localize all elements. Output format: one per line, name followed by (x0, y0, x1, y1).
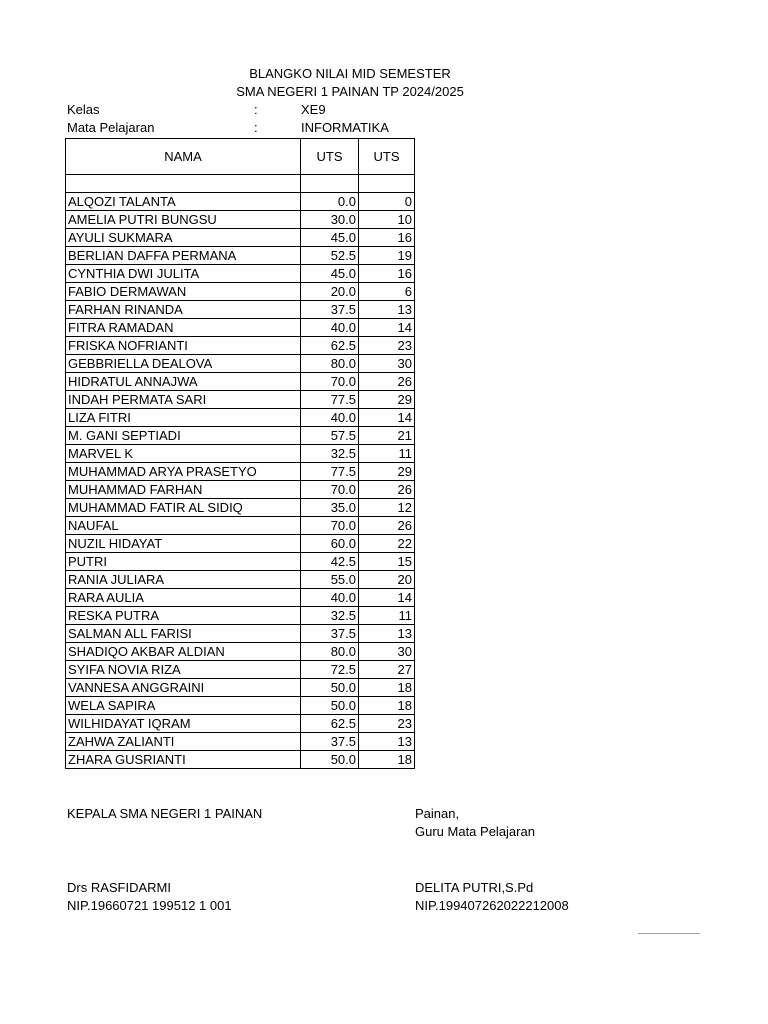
uts-score-cell: 50.0 (301, 751, 359, 769)
uts-converted-cell: 16 (359, 229, 415, 247)
table-row (66, 571, 415, 589)
student-name-cell: GEBBRIELLA DEALOVA (66, 355, 301, 373)
teacher-title: Guru Mata Pelajaran (415, 824, 535, 839)
uts-converted-cell: 6 (359, 283, 415, 301)
column-header-nama: NAMA (66, 139, 301, 175)
uts-score-cell: 37.5 (301, 733, 359, 751)
column-header-uts-converted: UTS (359, 139, 415, 175)
student-name-cell: INDAH PERMATA SARI (66, 391, 301, 409)
uts-score-cell: 45.0 (301, 229, 359, 247)
uts-score-cell: 30.0 (301, 211, 359, 229)
hyperlink-underline[interactable] (638, 933, 700, 934)
kelas-value: XE9 (301, 102, 326, 117)
student-name-cell: RESKA PUTRA (66, 607, 301, 625)
uts-converted-cell: 30 (359, 643, 415, 661)
student-name-cell: VANNESA ANGGRAINI (66, 679, 301, 697)
principal-nip: NIP.19660721 199512 1 001 (67, 898, 232, 913)
student-name-cell: M. GANI SEPTIADI (66, 427, 301, 445)
uts-score-cell: 77.5 (301, 391, 359, 409)
uts-score-cell: 42.5 (301, 553, 359, 571)
uts-converted-cell: 19 (359, 247, 415, 265)
student-name-cell: SHADIQO AKBAR ALDIAN (66, 643, 301, 661)
place-date: Painan, (415, 806, 460, 821)
uts-converted-cell: 11 (359, 607, 415, 625)
uts-score-cell: 62.5 (301, 337, 359, 355)
uts-score-cell: 20.0 (301, 283, 359, 301)
student-name-cell: CYNTHIA DWI JULITA (66, 265, 301, 283)
uts-score-cell: 40.0 (301, 319, 359, 337)
uts-score-cell: 45.0 (301, 265, 359, 283)
table-row (66, 607, 415, 625)
student-name-cell: HIDRATUL ANNAJWA (66, 373, 301, 391)
student-name-cell: NUZIL HIDAYAT (66, 535, 301, 553)
student-name-cell: NAUFAL (66, 517, 301, 535)
uts-score-cell: 40.0 (301, 589, 359, 607)
uts-converted-cell: 18 (359, 679, 415, 697)
table-row (66, 679, 415, 697)
student-name-cell: FABIO DERMAWAN (66, 283, 301, 301)
uts-score-cell: 37.5 (301, 625, 359, 643)
principal-name: Drs RASFIDARMI (67, 880, 171, 895)
uts-score-cell: 50.0 (301, 679, 359, 697)
uts-score-cell: 37.5 (301, 301, 359, 319)
uts-converted-cell: 12 (359, 499, 415, 517)
student-name-cell: SALMAN ALL FARISI (66, 625, 301, 643)
student-name-cell: AYULI SUKMARA (66, 229, 301, 247)
uts-converted-cell: 16 (359, 265, 415, 283)
uts-converted-cell: 10 (359, 211, 415, 229)
uts-score-cell: 55.0 (301, 571, 359, 589)
grades-table (65, 138, 415, 769)
student-name-cell: LIZA FITRI (66, 409, 301, 427)
table-row (66, 715, 415, 733)
uts-score-cell: 80.0 (301, 643, 359, 661)
student-name-cell: FITRA RAMADAN (66, 319, 301, 337)
uts-converted-cell: 0 (359, 193, 415, 211)
table-row (66, 409, 415, 427)
table-row (66, 373, 415, 391)
table-row (66, 697, 415, 715)
table-row (66, 463, 415, 481)
table-row (66, 625, 415, 643)
column-header-uts-score: UTS (301, 139, 359, 175)
student-name-cell: ZAHWA ZALIANTI (66, 733, 301, 751)
uts-converted-cell: 20 (359, 571, 415, 589)
uts-score-cell: 70.0 (301, 481, 359, 499)
uts-score-cell: 52.5 (301, 247, 359, 265)
student-name-cell: MARVEL K (66, 445, 301, 463)
uts-converted-cell: 14 (359, 409, 415, 427)
uts-converted-cell: 22 (359, 535, 415, 553)
uts-score-cell: 0.0 (301, 193, 359, 211)
table-row (66, 751, 415, 769)
kelas-label: Kelas (67, 102, 100, 117)
uts-score-cell: 72.5 (301, 661, 359, 679)
uts-score-cell: 60.0 (301, 535, 359, 553)
uts-converted-cell: 21 (359, 427, 415, 445)
uts-converted-cell: 13 (359, 625, 415, 643)
table-row (66, 391, 415, 409)
table-row (66, 553, 415, 571)
uts-converted-cell: 29 (359, 463, 415, 481)
table-row (66, 283, 415, 301)
table-row (66, 445, 415, 463)
table-row (66, 643, 415, 661)
table-row (66, 337, 415, 355)
student-name-cell: BERLIAN DAFFA PERMANA (66, 247, 301, 265)
table-row (66, 211, 415, 229)
table-row (66, 535, 415, 553)
uts-converted-cell: 26 (359, 373, 415, 391)
uts-converted-cell: 13 (359, 301, 415, 319)
student-name-cell: WILHIDAYAT IQRAM (66, 715, 301, 733)
table-row (66, 265, 415, 283)
uts-converted-cell: 15 (359, 553, 415, 571)
uts-score-cell: 70.0 (301, 373, 359, 391)
student-name-cell: ZHARA GUSRIANTI (66, 751, 301, 769)
table-header-row (66, 139, 415, 175)
table-row (66, 247, 415, 265)
uts-score-cell: 80.0 (301, 355, 359, 373)
grades-table-body (66, 193, 415, 769)
uts-score-cell: 62.5 (301, 715, 359, 733)
student-name-cell: MUHAMMAD ARYA PRASETYO (66, 463, 301, 481)
uts-score-cell: 50.0 (301, 697, 359, 715)
uts-score-cell: 32.5 (301, 445, 359, 463)
uts-converted-cell: 14 (359, 589, 415, 607)
table-row (66, 301, 415, 319)
uts-score-cell: 57.5 (301, 427, 359, 445)
student-name-cell: FRISKA NOFRIANTI (66, 337, 301, 355)
document-subtitle: SMA NEGERI 1 PAINAN TP 2024/2025 (236, 84, 464, 99)
uts-converted-cell: 26 (359, 481, 415, 499)
uts-converted-cell: 27 (359, 661, 415, 679)
kelas-separator: : (254, 102, 258, 117)
table-row (66, 733, 415, 751)
mapel-separator: : (254, 120, 258, 135)
uts-converted-cell: 23 (359, 337, 415, 355)
uts-converted-cell: 30 (359, 355, 415, 373)
uts-converted-cell: 29 (359, 391, 415, 409)
table-row (66, 229, 415, 247)
student-name-cell: RANIA JULIARA (66, 571, 301, 589)
table-row (66, 589, 415, 607)
student-name-cell: ALQOZI TALANTA (66, 193, 301, 211)
uts-converted-cell: 26 (359, 517, 415, 535)
teacher-nip: NIP.199407262022212008 (415, 898, 569, 913)
student-name-cell: MUHAMMAD FARHAN (66, 481, 301, 499)
table-row (66, 319, 415, 337)
uts-converted-cell: 14 (359, 319, 415, 337)
table-row (66, 499, 415, 517)
uts-score-cell: 32.5 (301, 607, 359, 625)
student-name-cell: FARHAN RINANDA (66, 301, 301, 319)
table-row (66, 661, 415, 679)
header-spacer-row (66, 175, 415, 193)
uts-converted-cell: 13 (359, 733, 415, 751)
student-name-cell: MUHAMMAD FATIR AL SIDIQ (66, 499, 301, 517)
uts-converted-cell: 18 (359, 697, 415, 715)
student-name-cell: RARA AULIA (66, 589, 301, 607)
student-name-cell: WELA SAPIRA (66, 697, 301, 715)
student-name-cell: PUTRI (66, 553, 301, 571)
principal-title: KEPALA SMA NEGERI 1 PAINAN (67, 806, 263, 821)
uts-converted-cell: 11 (359, 445, 415, 463)
uts-converted-cell: 18 (359, 751, 415, 769)
uts-score-cell: 77.5 (301, 463, 359, 481)
uts-score-cell: 40.0 (301, 409, 359, 427)
uts-converted-cell: 23 (359, 715, 415, 733)
table-row (66, 481, 415, 499)
student-name-cell: SYIFA NOVIA RIZA (66, 661, 301, 679)
document-title: BLANGKO NILAI MID SEMESTER (249, 66, 451, 81)
uts-score-cell: 35.0 (301, 499, 359, 517)
uts-score-cell: 70.0 (301, 517, 359, 535)
mapel-value: INFORMATIKA (301, 120, 389, 135)
student-name-cell: AMELIA PUTRI BUNGSU (66, 211, 301, 229)
table-row (66, 517, 415, 535)
teacher-name: DELITA PUTRI,S.Pd (415, 880, 534, 895)
mapel-label: Mata Pelajaran (67, 120, 155, 135)
table-row (66, 427, 415, 445)
table-row (66, 355, 415, 373)
table-row (66, 193, 415, 211)
